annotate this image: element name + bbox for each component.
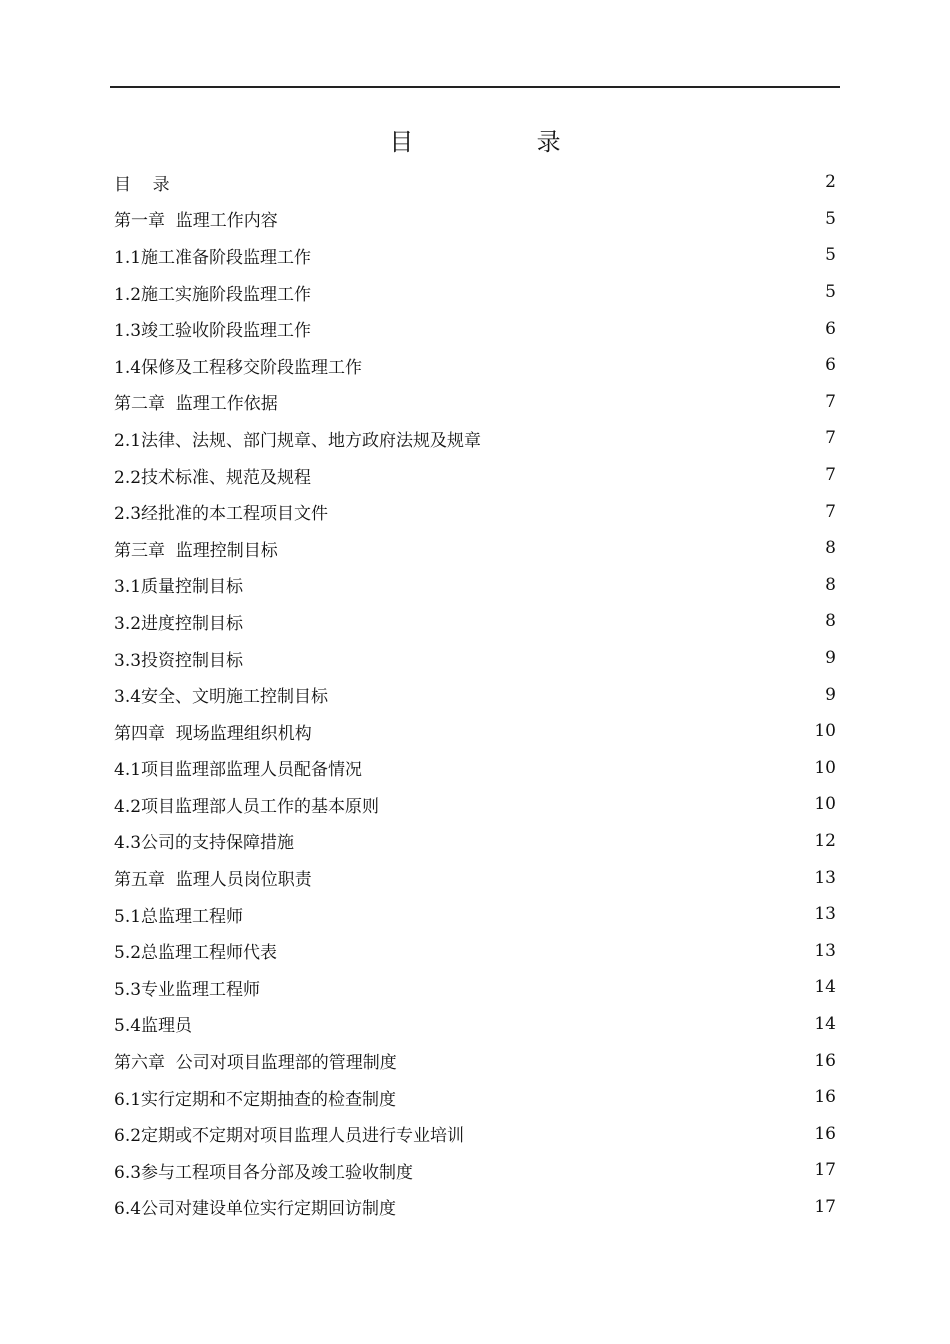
toc-entry-page-number: 17	[814, 1160, 836, 1181]
toc-entry-page-number: 2	[825, 172, 836, 193]
toc-entry[interactable]	[114, 1006, 836, 1043]
toc-entry-page-number: 16	[814, 1050, 836, 1071]
toc-entry-page-number: 7	[825, 465, 836, 486]
toc-entry-page-number: 14	[814, 1013, 836, 1034]
toc-entry[interactable]	[114, 823, 836, 860]
toc-entry-title: 1.4保修及工程移交阶段监理工作	[114, 357, 363, 378]
toc-entry-page-number: 10	[814, 721, 836, 742]
toc-entry-page-number: 10	[814, 794, 836, 815]
toc-entry-page-number: 5	[825, 282, 836, 303]
toc-entry-title: 第一章 监理工作内容	[114, 211, 278, 232]
toc-entry-title: 第五章 监理人员岗位职责	[114, 870, 312, 891]
page-title: 目 录	[389, 128, 597, 156]
toc-entry-title: 3.4安全、文明施工控制目标	[114, 687, 329, 708]
toc-entry[interactable]	[114, 603, 836, 640]
toc-entry[interactable]	[114, 1115, 836, 1152]
toc-entry[interactable]	[114, 750, 836, 787]
toc-entry-title: 5.3专业监理工程师	[114, 979, 261, 1000]
toc-entry[interactable]	[114, 969, 836, 1006]
toc-entry-title: 3.2进度控制目标	[114, 613, 244, 634]
toc-entry-title: 4.1项目监理部监理人员配备情况	[114, 760, 363, 781]
toc-list	[114, 164, 836, 1225]
toc-entry-page-number: 5	[825, 245, 836, 266]
toc-entry[interactable]	[114, 310, 836, 347]
toc-entry-title: 5.2总监理工程师代表	[114, 943, 278, 964]
toc-entry[interactable]	[114, 676, 836, 713]
toc-entry[interactable]	[114, 896, 836, 933]
toc-entry[interactable]	[114, 347, 836, 384]
toc-entry-page-number: 7	[825, 501, 836, 522]
toc-entry-page-number: 8	[825, 611, 836, 632]
header-rule	[110, 86, 840, 88]
toc-entry-page-number: 13	[814, 940, 836, 961]
toc-entry-title: 2.1法律、法规、部门规章、地方政府法规及规章	[114, 430, 482, 451]
toc-entry[interactable]	[114, 786, 836, 823]
toc-entry-title: 4.3公司的支持保障措施	[114, 833, 295, 854]
toc-entry-page-number: 5	[825, 208, 836, 229]
toc-entry-page-number: 14	[814, 977, 836, 998]
toc-entry-title: 1.1施工准备阶段监理工作	[114, 247, 312, 268]
toc-entry-title: 1.2施工实施阶段监理工作	[114, 284, 312, 305]
toc-entry-page-number: 16	[814, 1087, 836, 1108]
toc-entry-page-number: 9	[825, 648, 836, 669]
toc-entry[interactable]	[114, 1042, 836, 1079]
toc-entry[interactable]	[114, 237, 836, 274]
toc-entry-title: 5.1总监理工程师	[114, 906, 244, 927]
toc-entry[interactable]	[114, 932, 836, 969]
toc-entry[interactable]	[114, 1152, 836, 1189]
toc-entry-page-number: 6	[825, 318, 836, 339]
toc-entry[interactable]	[114, 640, 836, 677]
toc-entry-title: 5.4监理员	[114, 1016, 193, 1037]
toc-entry-page-number: 13	[814, 904, 836, 925]
toc-entry-title: 3.1质量控制目标	[114, 577, 244, 598]
toc-entry[interactable]	[114, 384, 836, 421]
toc-entry[interactable]	[114, 713, 836, 750]
toc-entry-title: 第二章 监理工作依据	[114, 394, 278, 415]
toc-entry[interactable]	[114, 530, 836, 567]
toc-entry-page-number: 13	[814, 867, 836, 888]
toc-entry-title: 6.4公司对建设单位实行定期回访制度	[114, 1199, 397, 1220]
toc-entry[interactable]	[114, 274, 836, 311]
toc-entry[interactable]	[114, 164, 836, 201]
toc-entry-title: 3.3投资控制目标	[114, 650, 244, 671]
toc-entry-title: 目 录	[114, 174, 170, 195]
toc-entry[interactable]	[114, 1189, 836, 1226]
toc-entry[interactable]	[114, 420, 836, 457]
toc-entry-title: 1.3竣工验收阶段监理工作	[114, 321, 312, 342]
toc-entry-title: 第四章 现场监理组织机构	[114, 723, 312, 744]
toc-entry-page-number: 16	[814, 1123, 836, 1144]
toc-entry-page-number: 8	[825, 538, 836, 559]
toc-entry-page-number: 17	[814, 1196, 836, 1217]
toc-entry-title: 第三章 监理控制目标	[114, 540, 278, 561]
toc-entry-page-number: 12	[814, 830, 836, 851]
toc-entry[interactable]	[114, 457, 836, 494]
toc-entry[interactable]	[114, 201, 836, 238]
toc-entry[interactable]	[114, 493, 836, 530]
toc-entry-title: 6.2定期或不定期对项目监理人员进行专业培训	[114, 1126, 465, 1147]
toc-entry-title: 6.1实行定期和不定期抽查的检查制度	[114, 1089, 397, 1110]
toc-entry-page-number: 8	[825, 574, 836, 595]
toc-entry[interactable]	[114, 1079, 836, 1116]
toc-entry[interactable]	[114, 859, 836, 896]
toc-entry-page-number: 10	[814, 757, 836, 778]
toc-entry[interactable]	[114, 567, 836, 604]
toc-entry-title: 2.3经批准的本工程项目文件	[114, 504, 329, 525]
toc-entry-page-number: 7	[825, 391, 836, 412]
toc-entry-page-number: 6	[825, 355, 836, 376]
toc-entry-title: 第六章 公司对项目监理部的管理制度	[114, 1053, 397, 1074]
toc-entry-page-number: 9	[825, 684, 836, 705]
toc-entry-title: 2.2技术标准、规范及规程	[114, 467, 312, 488]
toc-entry-title: 6.3参与工程项目各分部及竣工验收制度	[114, 1162, 414, 1183]
toc-entry-title: 4.2项目监理部人员工作的基本原则	[114, 796, 380, 817]
toc-entry-page-number: 7	[825, 428, 836, 449]
